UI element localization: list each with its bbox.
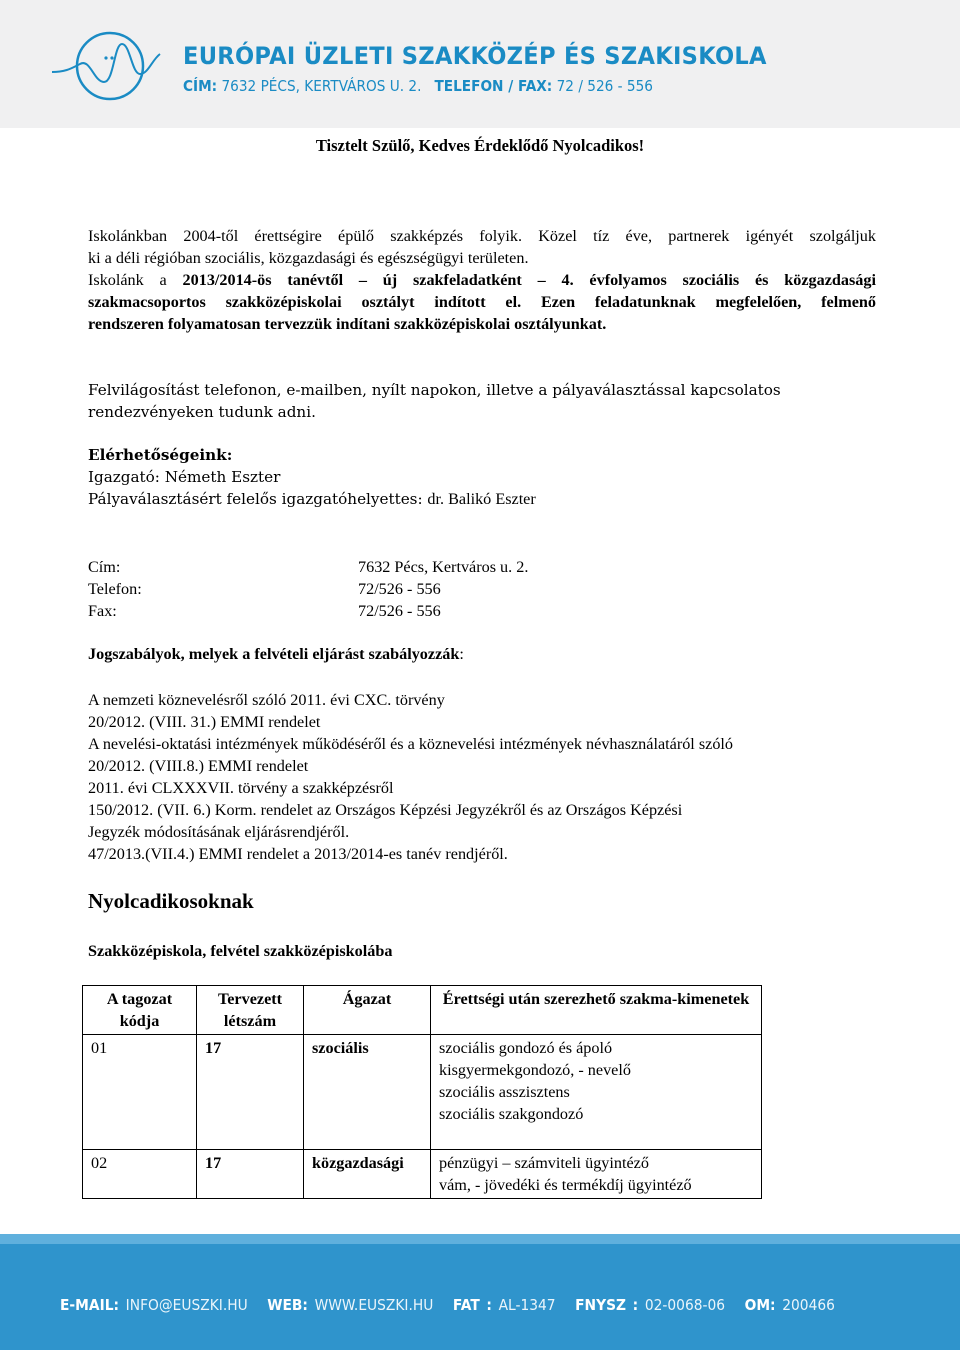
footer-fnysz-label: FNYSZ : — [575, 1296, 639, 1314]
table-cell-branch: közgazdasági — [304, 1150, 431, 1199]
address-label: Cím: — [88, 558, 121, 576]
laws-title — [88, 645, 464, 664]
outcome-item: vám, - jövedéki és termékdíj ügyintéző — [439, 1176, 692, 1194]
footer-om-label: OM: — [744, 1296, 776, 1314]
law-item: A nemzeti köznevelésről szóló 2011. évi CXC. törvény — [88, 691, 445, 709]
laws-list — [88, 689, 888, 865]
contacts-heading: Elérhetőségeink: — [88, 446, 233, 464]
table-header-cell: Érettségi után szerezhető szakma-kimenetek — [431, 986, 762, 1035]
intro-highlight: 2013/2014-ös tanévtől – új szakfeladatként – 4. évfolyamos szociális és közgazdasági — [182, 271, 876, 289]
intro-highlight: szakmacsoportos szakközépiskolai osztályt indított el. — [88, 293, 522, 311]
phone-row — [88, 578, 588, 600]
header-address: 7632 PÉCS, KERTVÁROS U. 2. — [221, 77, 422, 95]
footer-fat: AL-1347 — [498, 1296, 556, 1314]
address-block — [88, 556, 588, 622]
table-cell-code: 02 — [83, 1150, 197, 1199]
intro-line: ki a déli régióban szociális, közgazdasági és egészségügyi területen. — [88, 249, 529, 267]
deputy-role: Pályaválasztásért felelős igazgatóhelyettes: — [88, 490, 428, 508]
table-cell-code: 01 — [83, 1035, 197, 1150]
info-line: Felvilágosítást telefonon, e-mailben, nyílt napokon, illetve a pályaválasztással kapcsolatos — [88, 381, 781, 399]
info-paragraph — [88, 379, 878, 423]
school-logo-icon — [48, 24, 178, 110]
address-value: 7632 Pécs, Kertváros u. 2. — [358, 558, 529, 576]
intro-text: Iskolánk a — [88, 271, 183, 289]
footer-web[interactable]: WWW.EUSZKI.HU — [314, 1296, 434, 1314]
classes-table — [82, 985, 762, 1199]
fax-label: Fax: — [88, 602, 117, 620]
laws-title-text: Jogszabályok, melyek a felvételi eljárást szabályozzák — [88, 645, 460, 663]
table-header-cell: Ágazat — [304, 986, 431, 1035]
footer-om: 200466 — [782, 1296, 835, 1314]
law-item: 20/2012. (VIII.8.) EMMI rendelet — [88, 757, 309, 775]
footer-accent-bar — [0, 1234, 960, 1244]
outcome-item: szociális asszisztens — [439, 1083, 570, 1101]
intro-line: Iskolánkban 2004-től érettségire épülő szakképzés folyik. Közel tíz éve, partnerek igényét szolgáljuk — [88, 227, 876, 245]
outcome-item: pénzügyi – számviteli ügyintéző — [439, 1154, 649, 1172]
intro-paragraph — [88, 225, 876, 335]
footer-fnysz: 02-0068-06 — [644, 1296, 726, 1314]
footer-contact-line — [60, 1296, 835, 1314]
table-cell-outcomes — [431, 1150, 762, 1199]
phone-value: 72/526 - 556 — [358, 580, 441, 598]
law-item: 150/2012. (VII. 6.) Korm. rendelet az Országos Képzési Jegyzékről és az Országos Képzési — [88, 801, 683, 819]
law-item: 47/2013.(VII.4.) EMMI rendelet a 2013/2014-es tanév rendjéről. — [88, 845, 508, 863]
phone-label: Telefon: — [88, 580, 142, 598]
deputy-name: dr. Balikó Eszter — [427, 490, 536, 508]
fax-row — [88, 600, 588, 622]
director: Igazgató: Németh Eszter — [88, 468, 281, 486]
table-row — [83, 1150, 762, 1199]
address-row — [88, 556, 588, 578]
letterhead — [0, 0, 960, 128]
header-address-label: CÍM: — [183, 77, 218, 95]
intro-line — [88, 269, 876, 291]
fax-value: 72/526 - 556 — [358, 602, 441, 620]
info-line: rendezvényeken tudunk adni. — [88, 403, 316, 421]
header-phone: 72 / 526 - 556 — [556, 77, 653, 95]
intro-highlight: Ezen feladatunknak megfelelően, felmenő — [521, 293, 876, 311]
school-name: EURÓPAI ÜZLETI SZAKKÖZÉP ÉS SZAKISKOLA — [183, 42, 767, 70]
law-item: 20/2012. (VIII. 31.) EMMI rendelet — [88, 713, 321, 731]
header-contact-line — [183, 77, 653, 95]
footer-email[interactable]: INFO@EUSZKI.HU — [125, 1296, 248, 1314]
table-header-row — [83, 986, 762, 1035]
laws-title-colon: : — [459, 645, 464, 663]
deputy — [88, 488, 868, 510]
footer-web-label: WEB: — [267, 1296, 308, 1314]
law-item: Jegyzék módosításának eljárásrendjéről. — [88, 823, 350, 841]
outcome-item: szociális gondozó és ápoló — [439, 1039, 613, 1057]
table-cell-count: 17 — [197, 1035, 304, 1150]
law-item: A nevelési-oktatási intézmények működéséről és a köznevelési intézmények névhasználatáról szóló — [88, 735, 734, 753]
intro-line — [88, 291, 876, 313]
salutation: Tisztelt Szülő, Kedves Érdeklődő Nyolcadikos! — [315, 136, 645, 155]
section-title: Nyolcadikosoknak — [88, 889, 254, 913]
table-cell-count: 17 — [197, 1150, 304, 1199]
outcome-item: szociális szakgondozó — [439, 1105, 584, 1123]
table-row — [83, 1035, 762, 1150]
header-phone-label: TELEFON / FAX: — [434, 77, 553, 95]
table-header-cell: A tagozat kódja — [83, 986, 197, 1035]
table-cell-outcomes — [431, 1035, 762, 1150]
footer-fat-label: FAT : — [452, 1296, 492, 1314]
contacts-block — [88, 444, 868, 510]
sub-title: Szakközépiskola, felvétel szakközépiskolába — [88, 942, 393, 960]
outcome-item: kisgyermekgondozó, - nevelő — [439, 1061, 631, 1079]
law-item: 2011. évi CLXXXVII. törvény a szakképzésről — [88, 779, 394, 797]
table-cell-branch: szociális — [304, 1035, 431, 1150]
intro-highlight: rendszeren folyamatosan tervezzük indítani szakközépiskolai osztályunkat. — [88, 315, 607, 333]
footer-email-label: E-MAIL: — [60, 1296, 120, 1314]
table-header-cell: Tervezett létszám — [197, 986, 304, 1035]
